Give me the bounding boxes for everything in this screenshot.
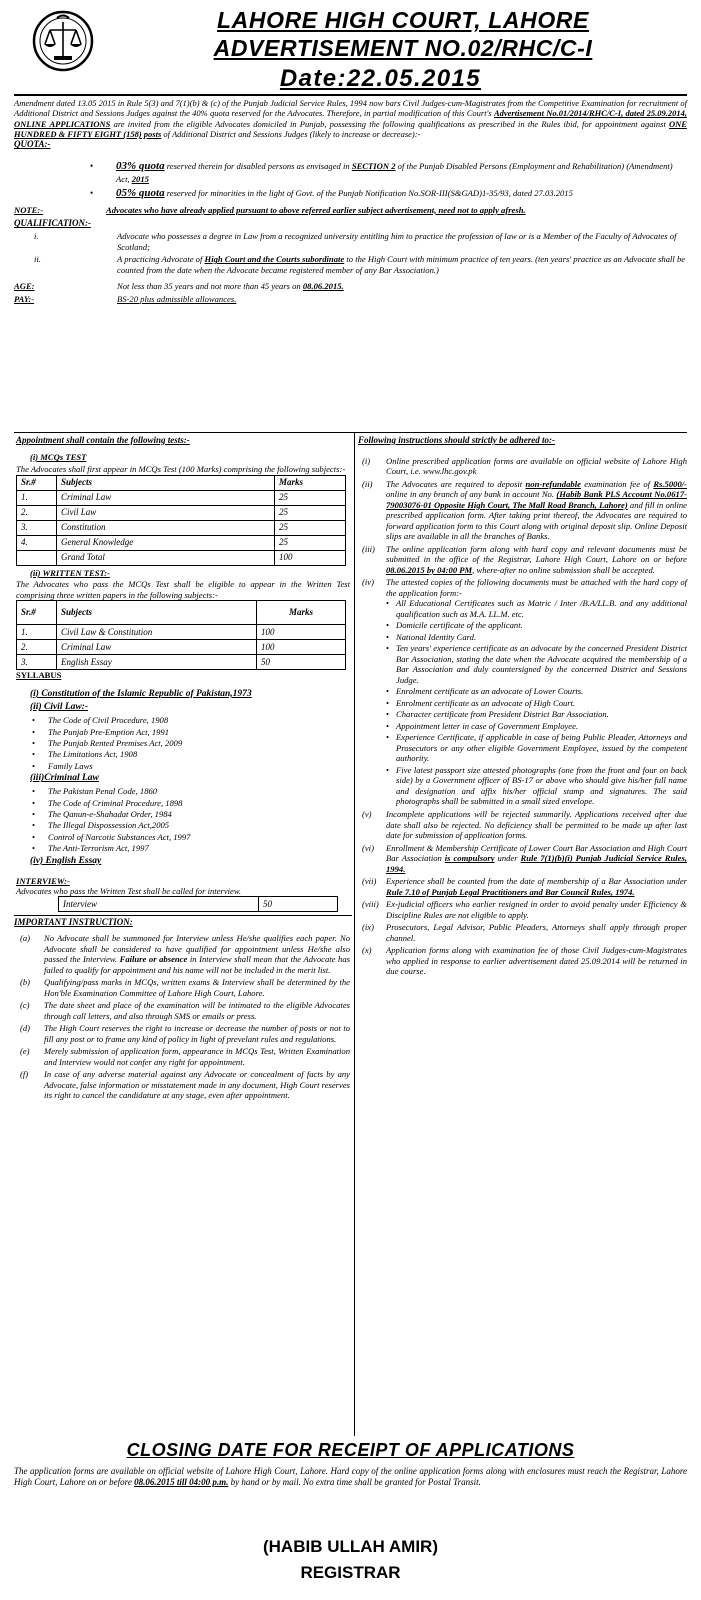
table-cell: Criminal Law <box>57 490 275 505</box>
qualification-pre: A practicing Advocate of <box>117 254 205 265</box>
quota-item: • 05% quota reserved for minorities in the light of Govt. of the Punjab Notification No.SOR-III(S&GAD)1-35/93, dated 27.03.2015 <box>90 187 573 200</box>
header-title-line1: LAHORE HIGH COURT, LAHORE <box>217 7 589 33</box>
instruction-item <box>16 933 350 975</box>
instruction-item <box>358 899 687 920</box>
quota-year: 2015 <box>131 173 149 184</box>
quota-text: reserved for minorities in the light of Govt. of the Punjab Notification No.SOR-III(S&GAD)1-35/93, dated 27.03.2015 <box>164 188 573 199</box>
table-header-row <box>17 601 346 625</box>
written-table <box>16 600 346 670</box>
instruction-num: (x) <box>362 945 372 956</box>
instruction-item <box>358 456 687 477</box>
header <box>14 4 687 96</box>
instruction-text: Prosecutors, Legal Advisor, Public Pleaders, Attorneys shall apply through proper channel. <box>386 922 687 943</box>
table-cell: 3. <box>17 655 57 670</box>
quota-text: of the Punjab Disabled Persons (Employment and Rehabilitation) (Amendment) Act, <box>116 161 673 184</box>
criminal-law-list <box>16 786 350 854</box>
list-item: • Five latest passport size attested photographs (one from the front and four on back side) by a Government officer of BS-17 or above who should give his/her full name and designation and affix his/her official stamp and signatures. The said photographs shall be submitted in a small sized envelope. <box>386 765 687 807</box>
instruction-item <box>16 1000 350 1021</box>
table-cell: Constitution <box>57 520 275 535</box>
list-item: • Character certificate from President District Bar Association. <box>386 709 687 719</box>
note-row <box>14 205 687 215</box>
instruction-num: (ix) <box>362 922 374 933</box>
instruction-item <box>16 1023 350 1044</box>
pay-row <box>14 294 687 304</box>
table-row <box>17 520 346 535</box>
instruction-num: (v) <box>362 809 372 820</box>
quota-heading: QUOTA:- <box>14 139 51 150</box>
table-cell: Grand Total <box>57 550 275 565</box>
closing-heading: CLOSING DATE FOR RECEIPT OF APPLICATIONS <box>126 1440 575 1460</box>
table-cell: 25 <box>275 490 346 505</box>
instruction-num: (iv) <box>362 577 374 588</box>
age-row <box>14 281 687 291</box>
intro-text-1: Amendment dated 13.05 2015 in Rule 5(3) and 7(1)(b) & (c) of the Punjab Judicial Service Rules, 1994 now bars Civil Judges-cum-Magistrates from the Competitive Examination for recruitment of Additional District and Sessions Judges against the 40% quota reserved for the Advocates. Therefore, in partial modification of this Court's <box>14 98 687 119</box>
header-date: Date:22.05.2015 <box>279 65 482 92</box>
mcq-table <box>16 475 346 566</box>
instruction-text: Online prescribed application forms are available on official website of Lahore High Court, i.e. www.lhc.gov.pk <box>386 455 687 477</box>
list-item: • The Qanun-e-Shahadat Order, 1984 <box>16 809 350 819</box>
table-row <box>17 640 346 655</box>
text: , where-after no online submission shall be accepted. <box>472 564 655 575</box>
instruction-item <box>358 809 687 840</box>
mcq-text: The Advocates shall first appear in MCQs Test (100 Marks) comprising the following subjects:- <box>16 464 346 475</box>
instruction-text <box>386 544 687 575</box>
age-text <box>106 281 687 291</box>
instruction-item <box>358 876 687 897</box>
bold-text: non-refundable <box>525 478 581 489</box>
list-item: • The Code of Civil Procedure, 1908 <box>16 715 350 725</box>
interview-table <box>58 896 338 912</box>
qualification-heading: QUALIFICATION:- <box>14 218 92 229</box>
instruction-num: (e) <box>20 1046 30 1057</box>
text: Experience shall be counted from the date of membership of a Bar Association under <box>386 876 687 887</box>
bank-account: (Habib Bank PLS Account No.0617-79003076-01 Opposite High Court, The Mall Road Branch, Lahore) <box>386 489 687 510</box>
table-cell: 2. <box>17 505 57 520</box>
quota-pct: 05% quota <box>116 187 165 200</box>
table-cell: Civil Law & Constitution <box>57 625 257 640</box>
table-cell: 2. <box>17 640 57 655</box>
list-item: • Domicile certificate of the applicant. <box>386 620 687 630</box>
signatory-title: REGISTRAR <box>300 1563 401 1582</box>
text: and fill in online prescribed application form. After taking print thereof, the Advocates are required to forward application form to this Court along with original deposit slip. Online Deposit slips are available in all the branches of Banks. <box>386 499 687 542</box>
qualification-text: Advocate who possesses a degree in Law from a recognized university entitling him to practice the profession of law or is a Member of the Faculty of Advocates of Scotland; <box>117 231 677 252</box>
bold-text: Rs.5000/- <box>653 478 687 489</box>
instruction-item <box>358 922 687 943</box>
text: The application forms are available on official website of Lahore High Court, Lahore. Hard copy of the online application forms along with enclosures must reach the Registrar, Lahore High Court, Lahore on or before <box>14 1466 687 1487</box>
table-cell: 100 <box>275 550 346 565</box>
list-item: • Ten years' experience certificate as an advocate by the concerned President District Bar Association, stating the date when the Advocate acquired the membership of a Bar Association and duly countersigned by the concerned District and Sessions Judge. <box>386 643 687 685</box>
intro-text-3: of Additional District and Sessions Judges (likely to increase or decrease):- <box>161 129 421 140</box>
instruction-text: In case of any adverse material against any Advocate or concealment of facts by any Advocate, false information or misstatement made in any document, High Court reserves its right to cancel the candidature at any stage, even after appointment. <box>44 1069 350 1101</box>
text: by hand or by mail. No extra time shall be granted for Postal Transit. <box>228 1476 481 1487</box>
list-item: • Appointment letter in case of Government Employee. <box>386 721 687 731</box>
column-divider <box>354 433 355 1436</box>
intro-text-2: are invited from the eligible Advocates domiciled in Punjab, possessing the following qualifications as prescribed in the Rules ibid, for appointment against <box>110 118 670 129</box>
important-heading: IMPORTANT INSTRUCTION: <box>14 917 133 928</box>
qualification-item <box>14 231 687 252</box>
intro-reference: Advertisement No.01/2014/RHC/C-I, dated 25.09.2014, ONLINE APPLICATIONS <box>14 108 687 129</box>
table-header: Marks <box>275 475 346 490</box>
table-cell <box>17 550 57 565</box>
table-cell: 1. <box>17 625 57 640</box>
pay-text: BS-20 plus admissible allowances. <box>117 293 237 304</box>
intro-posts: ONE HUNDRED & FIFTY EIGHT (158) posts <box>14 118 687 140</box>
list-item: • The Illegal Dispossession Act,2005 <box>16 820 350 830</box>
instruction-text: Qualifying/pass marks in MCQs, written exams & Interview shall be determined by the Hon'ble Examination Committee of Lahore High Court, Lahore. <box>44 977 350 998</box>
age-date: 08.06.2015. <box>302 281 344 292</box>
table-cell: 100 <box>257 625 346 640</box>
table-cell: General Knowledge <box>57 535 275 550</box>
quota-pct: 03% quota <box>116 160 165 173</box>
bold-text: is compulsory <box>444 853 495 864</box>
instruction-text: Ex-judicial officers who earlier resigned in order to avoid penalty under Efficiency & Discipline Rules are not eligible to apply. <box>386 899 687 920</box>
table-header: Sr.# <box>17 601 57 625</box>
qualification-post: to the High Court with minimum practice of ten years. (ten years' practice as an Advocate shall be counted from the date when the Advocate became registered member of any Bar Association.) <box>117 254 686 275</box>
qualification-num: i. <box>34 231 39 242</box>
mcq-title: (i) MCQs TEST <box>30 451 87 462</box>
table-cell: Civil Law <box>57 505 275 520</box>
syllabus-heading: SYLLABUS <box>16 670 62 681</box>
signatory-name: (HABIB ULLAH AMIR) <box>262 1537 438 1556</box>
instruction-text <box>44 933 350 975</box>
instructions-heading: Following instructions should strictly be adhered to:- <box>358 435 556 445</box>
instruction-text <box>386 843 687 874</box>
table-row <box>17 625 346 640</box>
text: under <box>494 853 521 864</box>
instruction-num: (vi) <box>362 842 374 853</box>
instruction-item <box>358 577 687 807</box>
deadline: 08.06.2015 by 04:00 PM <box>386 564 473 575</box>
age-value: Not less than 35 years and not more than 45 years on <box>117 281 303 292</box>
table-header-row <box>17 475 346 490</box>
instruction-item <box>16 1046 350 1067</box>
table-cell: 25 <box>275 520 346 535</box>
instruction-num: (b) <box>20 977 31 988</box>
table-row <box>17 655 346 670</box>
intro-paragraph <box>14 98 687 139</box>
table-cell: Criminal Law <box>57 640 257 655</box>
note-label: NOTE:- <box>14 204 44 215</box>
list-item: • The Punjab Rented Premises Act, 2009 <box>16 738 350 748</box>
pay-label: PAY:- <box>14 293 35 304</box>
table-row <box>17 505 346 520</box>
table-cell: 50 <box>257 655 346 670</box>
instruction-num: (viii) <box>362 899 379 910</box>
table-cell: Interview <box>59 897 259 912</box>
list-item: • The Limitations Act, 1908 <box>16 749 350 759</box>
tests-heading: Appointment shall contain the following tests:- <box>16 435 190 445</box>
list-item: • The Punjab Pre-Emption Act, 1991 <box>16 727 350 737</box>
instruction-text <box>386 876 687 897</box>
table-row <box>17 535 346 550</box>
header-title-line2: ADVERTISEMENT NO.02/RHC/C-I <box>213 35 593 61</box>
table-cell: 25 <box>275 505 346 520</box>
list-item: • Control of Narcotic Substances Act, 1997 <box>16 832 350 842</box>
closing-text <box>14 1466 687 1488</box>
syllabus-constitution: (i) Constitution of the Islamic Republic of Pakistan,1973 <box>30 688 252 699</box>
instruction-num: (ii) <box>362 478 373 489</box>
table-cell: 1. <box>17 490 57 505</box>
table-header: Marks <box>257 601 346 625</box>
syllabus-civil-heading: (ii) Civil Law:- <box>30 702 89 713</box>
instruction-text: The High Court reserves the right to increase or decrease the number of posts or not to fill any post or to frame any kind of policy in light of prevelant rules and regulations. <box>44 1023 350 1044</box>
left-column <box>16 435 350 1103</box>
instruction-item <box>358 945 687 976</box>
list-item: • Family Laws <box>16 761 350 771</box>
instruction-item <box>16 1069 350 1100</box>
instruction-text: Merely submission of application form, appearance in MCQs Test, Written Examination and Interview would not confer any right for appointment. <box>44 1046 350 1067</box>
table-cell: 3. <box>17 520 57 535</box>
rule-reference: Rule 7.10 of Punjab Legal Practitioners and Bar Council Rules, 1974. <box>386 886 635 897</box>
instruction-item <box>16 977 350 998</box>
syllabus-criminal-heading: (iii)Criminal Law <box>30 773 99 784</box>
syllabus-essay: (iv) English Essay <box>30 855 102 866</box>
instruction-num: (i) <box>362 455 371 466</box>
text: online in any branch of any bank in account No. <box>386 489 557 500</box>
table-cell: 100 <box>257 640 346 655</box>
text: The online application form along with hard copy and relevant documents must be submitted in the office of the Registrar, Lahore High Court, Lahore on or before <box>386 543 687 565</box>
docs-intro: The attested copies of the following documents must be attached with the hard copy of the application form:- <box>386 577 687 598</box>
instruction-num: (f) <box>20 1069 29 1080</box>
table-cell: 4. <box>17 535 57 550</box>
table-row <box>17 490 346 505</box>
text: Enrollment & Membership Certificate of Lower Court Bar Association and High Court Bar Association <box>386 842 687 864</box>
table-header: Subjects <box>57 601 257 625</box>
quota-section: SECTION 2 <box>351 161 396 172</box>
list-item: • Enrolment certificate as an advocate of Lower Courts. <box>386 686 687 696</box>
list-item: • National Identity Card. <box>386 632 687 642</box>
instruction-num: (d) <box>20 1023 31 1034</box>
list-item: • Enrolment certificate as an advocate of High Court. <box>386 698 687 708</box>
text: examination fee of <box>580 478 654 489</box>
interview-text: Advocates who pass the Written Test shall be called for interview. <box>16 886 242 896</box>
table-cell: English Essay <box>57 655 257 670</box>
instruction-text: Application forms along with examination fee of those Civil Judges-cum-Magistrates who applied in response to earlier advertisement dated 25.09.2014 will be returned in due course. <box>386 945 687 977</box>
quota-text: reserved therein for disabled persons as envisaged in <box>164 161 352 172</box>
instruction-text: Incomplete applications will be rejected summarily. Applications received after due date shall also be rejected. No deficiency shall be permitted to be made up after last date for submission of application forms. <box>386 809 687 841</box>
instruction-item <box>358 544 687 575</box>
list-item: • The Anti-Terrorism Act, 1997 <box>16 843 350 853</box>
qualification-bold: High Court and the Courts subordinate <box>204 254 345 265</box>
qualification-text <box>117 254 687 275</box>
written-text: The Advocates who pass the MCQs Test shall be eligible to appear in the Written Test comprising three written papers in the following subjects:- <box>16 579 350 600</box>
table-cell: 25 <box>275 535 346 550</box>
instruction-item <box>358 843 687 874</box>
documents-list <box>386 598 687 806</box>
instruction-text <box>386 577 687 807</box>
instruction-item <box>358 479 687 542</box>
instruction-text <box>386 479 687 542</box>
quota-item: • 03% quota reserved therein for disabled persons as envisaged in SECTION 2 of the Punjab Disabled Persons (Employment and Rehabilitation) (Amendment) Act, 2015 <box>90 160 673 184</box>
closing-deadline: 08.06.2015 till 04:00 p.m. <box>134 1476 229 1487</box>
table-cell: 50 <box>259 897 338 912</box>
list-item: • The Pakistan Penal Code, 1860 <box>16 786 350 796</box>
table-total-row <box>17 550 346 565</box>
civil-law-list <box>16 715 350 771</box>
instruction-num: (vii) <box>362 876 377 887</box>
right-column <box>358 435 687 979</box>
instruction-pre: No Advocate shall be summoned for Interview unless He/she qualifies each paper. No Advocate shall be considered to have qualified for appointment unless He/she also passed the Interview. <box>44 933 350 965</box>
court-emblem-icon <box>32 10 94 72</box>
table-header: Subjects <box>57 475 275 490</box>
instruction-num: (a) <box>20 933 31 944</box>
age-label: AGE: <box>14 281 35 292</box>
instruction-text: The date sheet and place of the examination will be intimated to the eligible Advocates through call letters, and also through SMS or emails or press. <box>44 1000 350 1021</box>
list-item: • The Code of Criminal Procedure, 1898 <box>16 798 350 808</box>
table-row <box>59 897 338 912</box>
qualification-num: ii. <box>34 254 41 265</box>
qualification-item <box>14 254 687 275</box>
instruction-bold: Failure or absence <box>119 954 188 965</box>
written-title: (ii) WRITTEN TEST:- <box>30 567 110 578</box>
rule-reference: Rule 7(1)(b)(i) Punjab Judicial Service Rules, 1994. <box>386 853 687 874</box>
text: The Advocates are required to deposit <box>386 478 526 489</box>
instruction-num: (iii) <box>362 543 375 554</box>
table-header: Sr.# <box>17 475 57 490</box>
two-column-section <box>14 432 687 1436</box>
list-item: • Experience Certificate, if applicable in case of being Public Pleader, Attorneys and Prosecutors or any other eligible Government Employee, issued by the competent authority. <box>386 732 687 763</box>
note-text: Advocates who have already applied pursuant to above referred earlier subject advertisement, need not to apply afresh. <box>106 204 526 215</box>
interview-heading: INTERVIEW:- <box>16 875 70 886</box>
instruction-post: in Interview shall mean that the Advocate has failed to qualify for appointment and his name will not be included in the merit list. <box>44 954 350 975</box>
list-item: • All Educational Certificates such as Matric / Inter /B.A/LL.B. and any additional qualification such as M.A. LL.M. etc. <box>386 598 687 619</box>
instruction-num: (c) <box>20 1000 30 1011</box>
quota-list <box>90 160 687 200</box>
